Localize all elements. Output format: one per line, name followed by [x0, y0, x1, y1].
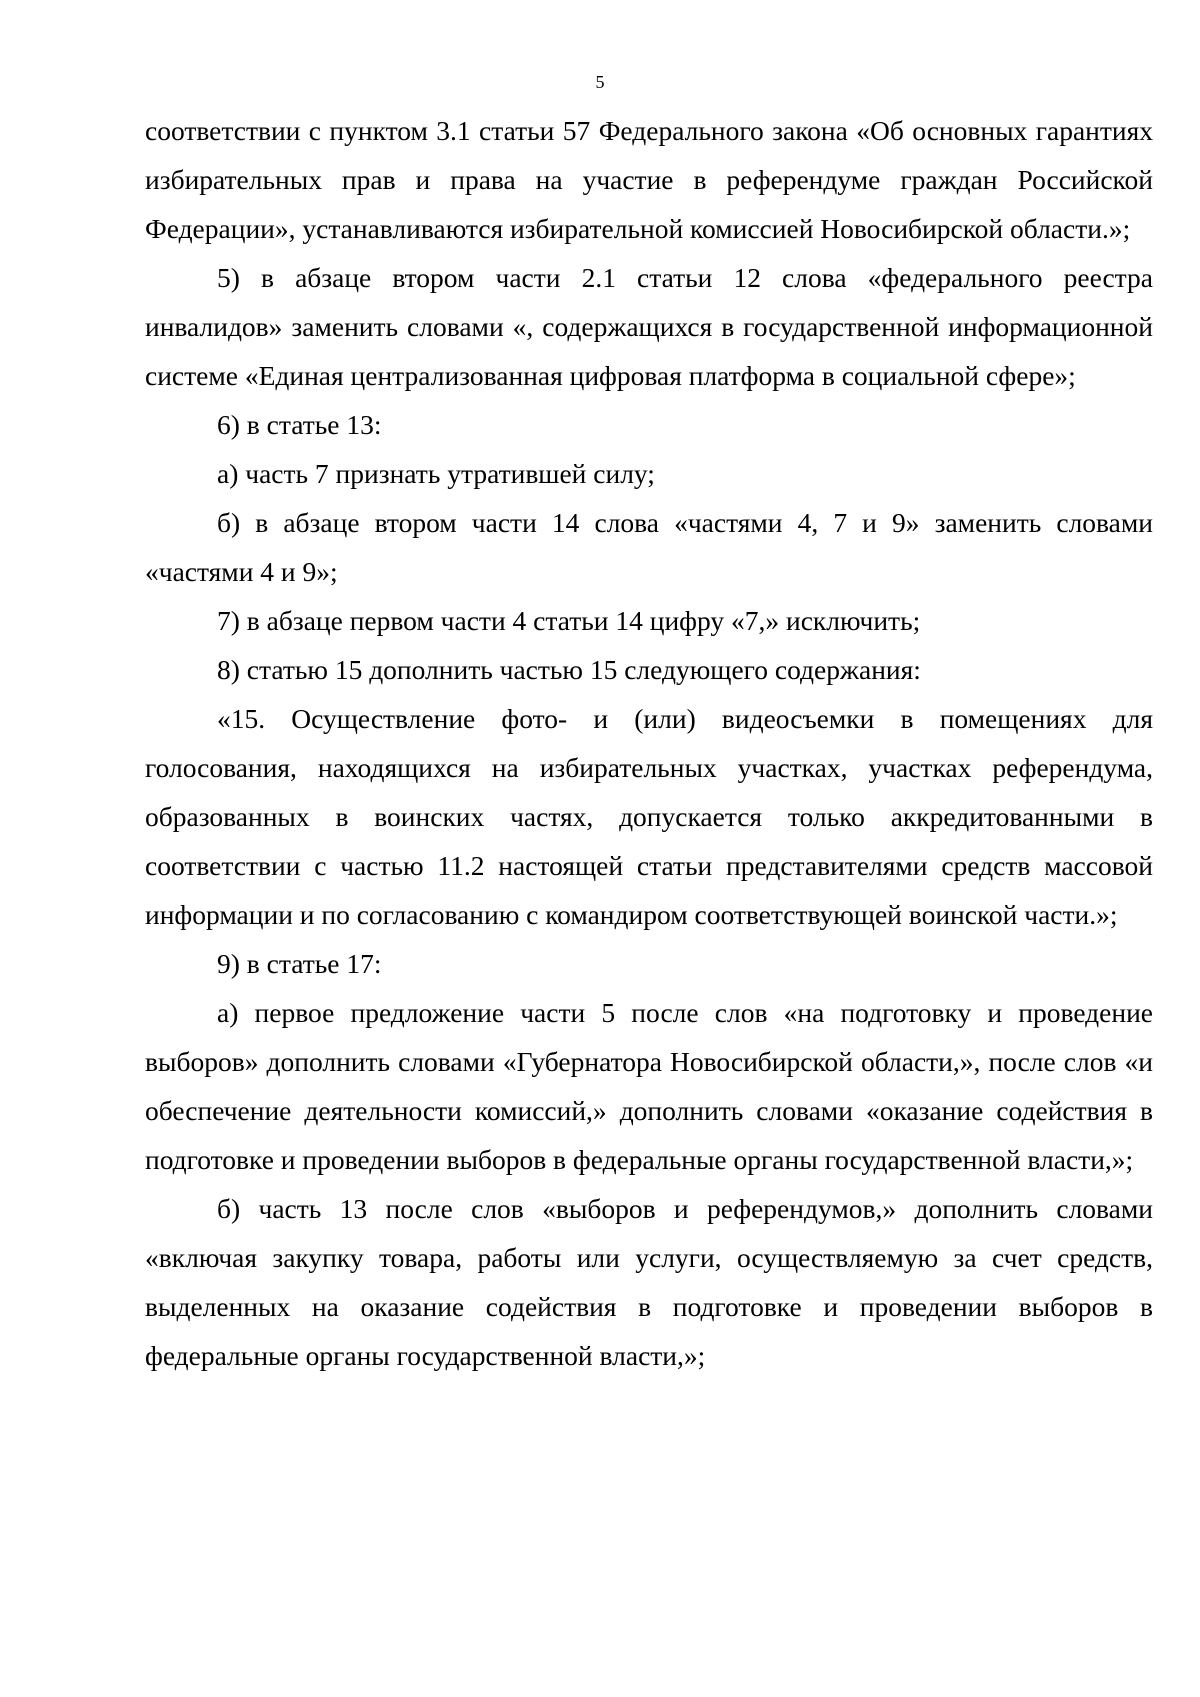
paragraph-item-9a: а) первое предложение части 5 после слов «на подготовку и проведение выборов» дополнить словами «Губернатора Новосибирской области,», после слов «и обеспечение деятельности комиссий,» дополнить словами «оказание содействия в подготовке и проведении выборов в федеральные органы государственной власти,»;	[145, 997, 1153, 1175]
paragraph-continuation: соответствии с пунктом 3.1 статьи 57 Федерального закона «Об основных гарантиях избирательных прав и права на участие в референдуме граждан Российской Федерации», устанавливаются избирательной комиссией Новосибирской области.»;	[145, 115, 1153, 244]
paragraph-item-9: 9) в статье 17:	[217, 948, 382, 979]
paragraph-item-9b: б) часть 13 после слов «выборов и референдумов,» дополнить словами «включая закупку товара, работы или услуги, осуществляемую за счет средств, выделенных на оказание содействия в подготовке и проведении выборов в федеральные органы государственной власти,»;	[145, 1193, 1153, 1371]
paragraph-item-6b: б) в абзаце втором части 14 слова «частями 4, 7 и 9» заменить словами «частями 4 и 9»;	[145, 507, 1153, 587]
paragraph-item-7: 7) в абзаце первом части 4 статьи 14 цифру «7,» исключить;	[217, 605, 921, 636]
document-body	[145, 106, 1153, 1380]
page-number: 5	[595, 72, 605, 92]
paragraph-item-8: 8) статью 15 дополнить частью 15 следующего содержания:	[217, 654, 921, 685]
paragraph-item-5: 5) в абзаце втором части 2.1 статьи 12 слова «федерального реестра инвалидов» заменить словами «, содержащихся в государственной информационной системе «Единая централизованная цифровая платформа в социальной сфере»;	[145, 262, 1153, 391]
paragraph-item-6: 6) в статье 13:	[217, 409, 382, 440]
paragraph-item-6a: а) часть 7 признать утратившей силу;	[217, 458, 655, 489]
paragraph-quote-15: «15. Осуществление фото- и (или) видеосъемки в помещениях для голосования, находящихся на избирательных участках, участках референдума, образованных в воинских частях, допускается только аккредитованными в соответствии с частью 11.2 настоящей статьи представителями средств массовой информации и по согласованию с командиром соответствующей воинской части.»;	[145, 703, 1153, 930]
